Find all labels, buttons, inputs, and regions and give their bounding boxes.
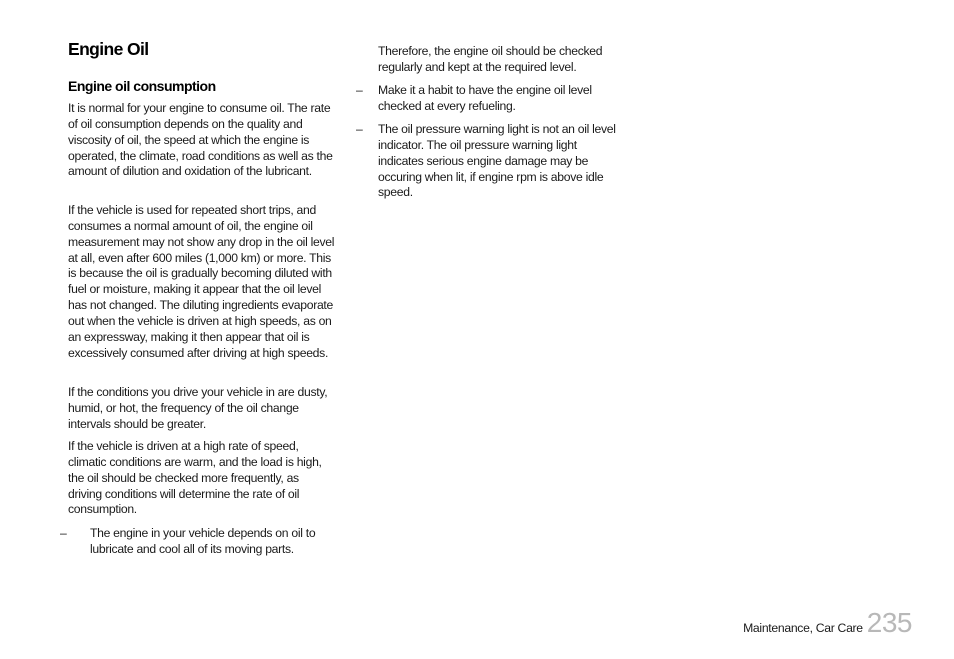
paragraph-high-speed: If the vehicle is driven at a high rate of speed, climatic conditions are warm, and the load is high, the oil should be checked more frequently, as driving conditions will determine the rate of oil consumption. <box>68 439 322 517</box>
bullet-dash: – <box>60 526 67 540</box>
bullet-item-refueling <box>356 83 618 115</box>
bullet-dash: – <box>356 83 363 97</box>
page-number: 235 <box>866 607 912 638</box>
page-footer <box>743 609 912 637</box>
bullet-text: Make it a habit to have the engine oil level checked at every refueling. <box>378 83 592 113</box>
bullet-item-warning-light <box>356 122 618 201</box>
footer-section-label: Maintenance, Car Care <box>743 621 863 635</box>
bullet-text: The oil pressure warning light is not an oil level indicator. The oil pressure warning light indicates serious engine damage may be occuring when lit, if engine rpm is above idle speed. <box>378 122 616 200</box>
bullet-dash: – <box>356 122 363 136</box>
section-title: Engine Oil <box>68 39 149 59</box>
paragraph-continuation: Therefore, the engine oil should be checked regularly and kept at the required level. <box>378 44 603 74</box>
bullet-item-lubricate <box>60 526 322 558</box>
paragraph-dusty-conditions: If the conditions you drive your vehicle in are dusty, humid, or hot, the frequency of the oil change intervals should be greater. <box>68 385 328 431</box>
paragraph-short-trips: If the vehicle is used for repeated short trips, and consumes a normal amount of oil, the engine oil measurement may not show any drop in the oil level at all, even after 600 miles (1,000 km) or more. This is because the oil is gradually becoming diluted with fuel or moisture, making it appear that the oil level has not changed. The diluting ingredients evaporate out when the vehicle is driven at high speeds, as on an expressway, making it then appear that oil is excessively consumed after driving at high speeds. <box>68 203 335 360</box>
subsection-title: Engine oil consumption <box>68 78 216 94</box>
bullet-text: The engine in your vehicle depends on oil to lubricate and cool all of its moving parts. <box>90 526 316 556</box>
paragraph-consumption-normal: It is normal for your engine to consume oil. The rate of oil consumption depends on the quality and viscosity of oil, the speed at which the engine is operated, the climate, road conditions as well as the amount of dilution and oxidation of the lubricant. <box>68 101 333 179</box>
